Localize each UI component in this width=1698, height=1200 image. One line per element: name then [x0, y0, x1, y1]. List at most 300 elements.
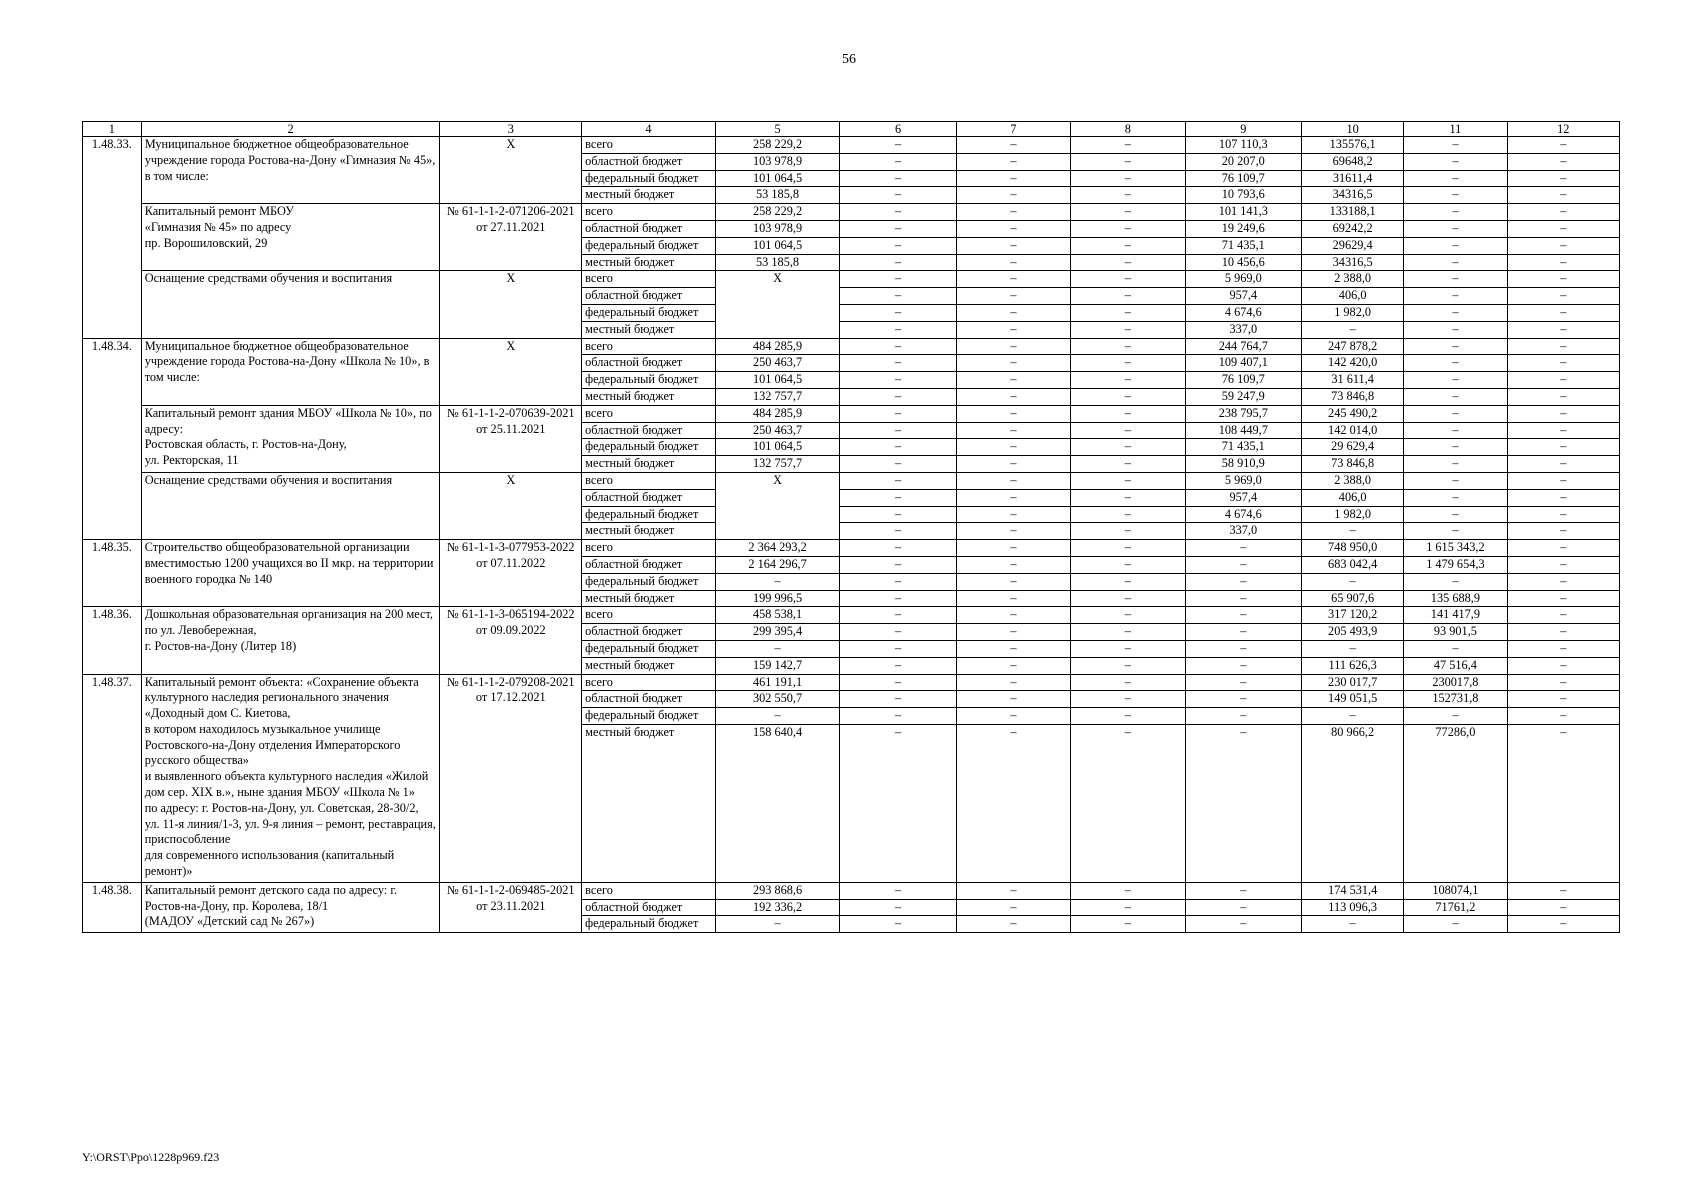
cell-col9: 337,0	[1185, 321, 1301, 338]
cell-col7: –	[956, 556, 1070, 573]
cell-col5: 2 364 293,2	[715, 540, 840, 557]
cell-col12: –	[1507, 590, 1619, 607]
funding-source: федеральный бюджет	[582, 506, 716, 523]
cell-col11: –	[1404, 422, 1507, 439]
cell-col10: 113 096,3	[1302, 899, 1404, 916]
cell-col6: –	[840, 724, 956, 882]
funding-source: всего	[582, 204, 716, 221]
funding-source: федеральный бюджет	[582, 708, 716, 725]
cell-col12: –	[1507, 338, 1619, 355]
table-row	[83, 540, 1620, 557]
cell-col7: –	[956, 708, 1070, 725]
column-header-9: 9	[1185, 122, 1301, 137]
column-header-10: 10	[1302, 122, 1404, 137]
cell-col10: 205 493,9	[1302, 624, 1404, 641]
cell-col5: 461 191,1	[715, 674, 840, 691]
cell-col6: –	[840, 137, 956, 154]
cell-col12: –	[1507, 607, 1619, 624]
funding-source: областной бюджет	[582, 153, 716, 170]
cell-col8: –	[1071, 220, 1185, 237]
cell-col9: 59 247,9	[1185, 388, 1301, 405]
cell-col10: –	[1302, 708, 1404, 725]
cell-col12: –	[1507, 540, 1619, 557]
cell-col7: –	[956, 691, 1070, 708]
cell-col5: 101 064,5	[715, 372, 840, 389]
cell-col7: –	[956, 422, 1070, 439]
funding-source: всего	[582, 607, 716, 624]
funding-source: федеральный бюджет	[582, 916, 716, 933]
cell-col12: –	[1507, 624, 1619, 641]
table-row	[83, 882, 1620, 899]
cell-col12: –	[1507, 405, 1619, 422]
item-code: 1.48.37.	[83, 674, 142, 882]
cell-col7: –	[956, 321, 1070, 338]
cell-col9: –	[1185, 590, 1301, 607]
cell-col6: –	[840, 489, 956, 506]
cell-col6: –	[840, 170, 956, 187]
cell-col12: –	[1507, 422, 1619, 439]
item-code: 1.48.35.	[83, 540, 142, 607]
cell-col6: –	[840, 254, 956, 271]
cell-col8: –	[1071, 254, 1185, 271]
cell-col5: 293 868,6	[715, 882, 840, 899]
cell-col8: –	[1071, 691, 1185, 708]
cell-col7: –	[956, 456, 1070, 473]
cell-col10: 748 950,0	[1302, 540, 1404, 557]
cell-col12: –	[1507, 573, 1619, 590]
cell-col12: –	[1507, 489, 1619, 506]
cell-col6: –	[840, 916, 956, 933]
cell-col12: –	[1507, 321, 1619, 338]
cell-col7: –	[956, 657, 1070, 674]
cell-col9: –	[1185, 674, 1301, 691]
cell-col7: –	[956, 472, 1070, 489]
cell-col10: 2 388,0	[1302, 472, 1404, 489]
header-row	[83, 122, 1620, 137]
cell-col9: –	[1185, 607, 1301, 624]
cell-col11: –	[1404, 170, 1507, 187]
cell-col11: 71761,2	[1404, 899, 1507, 916]
cell-col8: –	[1071, 489, 1185, 506]
item-name: Капитальный ремонт здания МБОУ «Школа № 10», по адресу: Ростовская область, г. Ростов-на-Дону, ул. Ректорская, 11	[141, 405, 440, 472]
cell-col9: 4 674,6	[1185, 506, 1301, 523]
cell-col6: –	[840, 237, 956, 254]
cell-col6: –	[840, 657, 956, 674]
cell-col12: –	[1507, 372, 1619, 389]
funding-source: местный бюджет	[582, 657, 716, 674]
funding-source: областной бюджет	[582, 691, 716, 708]
cell-col10: 142 420,0	[1302, 355, 1404, 372]
cell-col5: 103 978,9	[715, 153, 840, 170]
cell-col8: –	[1071, 187, 1185, 204]
item-name: Оснащение средствами обучения и воспитания	[141, 271, 440, 338]
cell-col6: –	[840, 472, 956, 489]
cell-col8: –	[1071, 624, 1185, 641]
cell-col10: 406,0	[1302, 489, 1404, 506]
cell-col8: –	[1071, 708, 1185, 725]
cell-col10: 2 388,0	[1302, 271, 1404, 288]
cell-col10: 65 907,6	[1302, 590, 1404, 607]
cell-col10: 133188,1	[1302, 204, 1404, 221]
funding-source: всего	[582, 338, 716, 355]
cell-col8: –	[1071, 724, 1185, 882]
funding-source: федеральный бюджет	[582, 237, 716, 254]
cell-col9: 19 249,6	[1185, 220, 1301, 237]
cell-col5: 132 757,7	[715, 388, 840, 405]
permit-document: № 61-1-1-3-065194-2022 от 09.09.2022	[440, 607, 582, 674]
column-header-7: 7	[956, 122, 1070, 137]
cell-col6: –	[840, 439, 956, 456]
cell-col7: –	[956, 506, 1070, 523]
cell-col8: –	[1071, 674, 1185, 691]
cell-col9: 337,0	[1185, 523, 1301, 540]
cell-col8: –	[1071, 573, 1185, 590]
cell-col5: 53 185,8	[715, 254, 840, 271]
cell-col10: –	[1302, 523, 1404, 540]
table-row	[83, 271, 1620, 288]
cell-col7: –	[956, 640, 1070, 657]
cell-col9: 244 764,7	[1185, 338, 1301, 355]
cell-col9: 71 435,1	[1185, 439, 1301, 456]
column-header-8: 8	[1071, 122, 1185, 137]
cell-col9: 5 969,0	[1185, 472, 1301, 489]
cell-col8: –	[1071, 304, 1185, 321]
funding-source: всего	[582, 882, 716, 899]
cell-col7: –	[956, 288, 1070, 305]
cell-col7: –	[956, 170, 1070, 187]
cell-col7: –	[956, 590, 1070, 607]
cell-col6: –	[840, 153, 956, 170]
cell-col10: 149 051,5	[1302, 691, 1404, 708]
funding-source: федеральный бюджет	[582, 372, 716, 389]
cell-col10: 73 846,8	[1302, 456, 1404, 473]
cell-col8: –	[1071, 506, 1185, 523]
cell-col7: –	[956, 388, 1070, 405]
cell-col7: –	[956, 355, 1070, 372]
cell-col11: –	[1404, 137, 1507, 154]
cell-col6: –	[840, 607, 956, 624]
cell-col10: 34316,5	[1302, 187, 1404, 204]
cell-col11: –	[1404, 372, 1507, 389]
cell-col8: –	[1071, 607, 1185, 624]
cell-col12: –	[1507, 640, 1619, 657]
cell-col11: –	[1404, 338, 1507, 355]
permit-document: № 61-1-1-2-079208-2021 от 17.12.2021	[440, 674, 582, 882]
cell-col6: –	[840, 405, 956, 422]
cell-col7: –	[956, 674, 1070, 691]
table-row	[83, 137, 1620, 154]
cell-col8: –	[1071, 657, 1185, 674]
cell-col12: –	[1507, 556, 1619, 573]
cell-col5: 258 229,2	[715, 137, 840, 154]
cell-col12: –	[1507, 657, 1619, 674]
funding-source: местный бюджет	[582, 590, 716, 607]
cell-col5: 159 142,7	[715, 657, 840, 674]
cell-col5: 103 978,9	[715, 220, 840, 237]
permit-document: X	[440, 271, 582, 338]
cell-col6: –	[840, 220, 956, 237]
cell-col11: –	[1404, 456, 1507, 473]
cell-col9: –	[1185, 724, 1301, 882]
file-path-footer: Y:\ORST\Ppo\1228p969.f23	[82, 1150, 220, 1164]
cell-col12: –	[1507, 691, 1619, 708]
cell-col8: –	[1071, 556, 1185, 573]
cell-col10: 247 878,2	[1302, 338, 1404, 355]
cell-col10: 31611,4	[1302, 170, 1404, 187]
cell-col11: –	[1404, 708, 1507, 725]
cell-col5: 101 064,5	[715, 439, 840, 456]
cell-col6: –	[840, 674, 956, 691]
table-row	[83, 607, 1620, 624]
item-name: Оснащение средствами обучения и воспитания	[141, 472, 440, 539]
cell-col9: –	[1185, 573, 1301, 590]
item-code: 1.48.34.	[83, 338, 142, 540]
cell-col10: 29629,4	[1302, 237, 1404, 254]
funding-source: областной бюджет	[582, 899, 716, 916]
cell-col11: –	[1404, 304, 1507, 321]
cell-col11: –	[1404, 506, 1507, 523]
cell-col12: –	[1507, 439, 1619, 456]
cell-col11: 1 479 654,3	[1404, 556, 1507, 573]
cell-col11: –	[1404, 153, 1507, 170]
funding-source: местный бюджет	[582, 388, 716, 405]
cell-col6: –	[840, 624, 956, 641]
cell-col12: –	[1507, 899, 1619, 916]
cell-col5: 101 064,5	[715, 170, 840, 187]
funding-source: всего	[582, 137, 716, 154]
funding-source: всего	[582, 674, 716, 691]
cell-col7: –	[956, 137, 1070, 154]
cell-col7: –	[956, 916, 1070, 933]
cell-col8: –	[1071, 153, 1185, 170]
item-name: Капитальный ремонт детского сада по адресу: г. Ростов-на-Дону, пр. Королева, 18/1 (МАДОУ «Детский сад № 267»)	[141, 882, 440, 932]
cell-col9: –	[1185, 708, 1301, 725]
cell-col5: 250 463,7	[715, 355, 840, 372]
cell-col11: 141 417,9	[1404, 607, 1507, 624]
funding-source: федеральный бюджет	[582, 170, 716, 187]
cell-col12: –	[1507, 153, 1619, 170]
cell-col11: –	[1404, 220, 1507, 237]
cell-col8: –	[1071, 590, 1185, 607]
cell-col12: –	[1507, 170, 1619, 187]
cell-col11: –	[1404, 640, 1507, 657]
cell-col5: 250 463,7	[715, 422, 840, 439]
cell-col7: –	[956, 439, 1070, 456]
cell-col6: –	[840, 899, 956, 916]
column-header-12: 12	[1507, 122, 1619, 137]
cell-col12: –	[1507, 708, 1619, 725]
funding-source: федеральный бюджет	[582, 439, 716, 456]
cell-col9: 10 456,6	[1185, 254, 1301, 271]
cell-col6: –	[840, 321, 956, 338]
cell-col11: –	[1404, 204, 1507, 221]
cell-col10: 683 042,4	[1302, 556, 1404, 573]
cell-col10: –	[1302, 640, 1404, 657]
permit-document: X	[440, 137, 582, 204]
cell-col5: –	[715, 916, 840, 933]
column-header-1: 1	[83, 122, 142, 137]
cell-col8: –	[1071, 237, 1185, 254]
cell-col7: –	[956, 523, 1070, 540]
cell-col9: –	[1185, 640, 1301, 657]
cell-col12: –	[1507, 674, 1619, 691]
cell-col5: –	[715, 708, 840, 725]
cell-col9: –	[1185, 882, 1301, 899]
permit-document: X	[440, 338, 582, 405]
cell-col5: 484 285,9	[715, 405, 840, 422]
cell-col10: 34316,5	[1302, 254, 1404, 271]
permit-document: № 61-1-1-3-077953-2022 от 07.11.2022	[440, 540, 582, 607]
cell-col11: –	[1404, 439, 1507, 456]
cell-col8: –	[1071, 422, 1185, 439]
cell-col7: –	[956, 573, 1070, 590]
table-row	[83, 204, 1620, 221]
cell-col8: –	[1071, 916, 1185, 933]
cell-col9: –	[1185, 556, 1301, 573]
cell-col10: 111 626,3	[1302, 657, 1404, 674]
cell-col5: 299 395,4	[715, 624, 840, 641]
cell-col6: –	[840, 882, 956, 899]
cell-col5: 192 336,2	[715, 899, 840, 916]
cell-col11: –	[1404, 187, 1507, 204]
permit-document: № 61-1-1-2-069485-2021 от 23.11.2021	[440, 882, 582, 932]
cell-col7: –	[956, 899, 1070, 916]
cell-col6: –	[840, 355, 956, 372]
cell-col8: –	[1071, 321, 1185, 338]
cell-col9: –	[1185, 899, 1301, 916]
cell-col12: –	[1507, 882, 1619, 899]
cell-col11: –	[1404, 916, 1507, 933]
cell-col9: –	[1185, 691, 1301, 708]
cell-col9: –	[1185, 540, 1301, 557]
cell-col7: –	[956, 220, 1070, 237]
cell-col8: –	[1071, 899, 1185, 916]
cell-col10: 69648,2	[1302, 153, 1404, 170]
cell-col7: –	[956, 882, 1070, 899]
cell-col12: –	[1507, 388, 1619, 405]
column-header-3: 3	[440, 122, 582, 137]
cell-col6: –	[840, 422, 956, 439]
funding-source: федеральный бюджет	[582, 640, 716, 657]
cell-col6: –	[840, 271, 956, 288]
cell-col8: –	[1071, 204, 1185, 221]
cell-col8: –	[1071, 439, 1185, 456]
cell-col10: 1 982,0	[1302, 506, 1404, 523]
cell-col11: –	[1404, 288, 1507, 305]
cell-col10: 317 120,2	[1302, 607, 1404, 624]
funding-source: местный бюджет	[582, 456, 716, 473]
cell-col10: 406,0	[1302, 288, 1404, 305]
cell-col11: 135 688,9	[1404, 590, 1507, 607]
permit-document: № 61-1-1-2-070639-2021 от 25.11.2021	[440, 405, 582, 472]
item-name: Муниципальное бюджетное общеобразовательное учреждение города Ростова-на-Дону «Школа № 10», в том числе:	[141, 338, 440, 405]
cell-col6: –	[840, 640, 956, 657]
cell-col12: –	[1507, 916, 1619, 933]
cell-col10: 135576,1	[1302, 137, 1404, 154]
cell-col9: 4 674,6	[1185, 304, 1301, 321]
cell-col6: –	[840, 372, 956, 389]
cell-col7: –	[956, 540, 1070, 557]
cell-col8: –	[1071, 456, 1185, 473]
permit-document: X	[440, 472, 582, 539]
cell-col12: –	[1507, 204, 1619, 221]
page-number: 56	[842, 52, 856, 67]
cell-col8: –	[1071, 882, 1185, 899]
cell-col12: –	[1507, 288, 1619, 305]
cell-col11: 230017,8	[1404, 674, 1507, 691]
funding-source: всего	[582, 472, 716, 489]
cell-col12: –	[1507, 237, 1619, 254]
cell-col8: –	[1071, 338, 1185, 355]
funding-source: всего	[582, 540, 716, 557]
cell-col6: –	[840, 540, 956, 557]
column-header-2: 2	[141, 122, 440, 137]
funding-source: областной бюджет	[582, 489, 716, 506]
item-name: Капитальный ремонт МБОУ «Гимназия № 45» по адресу пр. Ворошиловский, 29	[141, 204, 440, 271]
cell-col9: 76 109,7	[1185, 372, 1301, 389]
cell-col7: –	[956, 624, 1070, 641]
cell-col6: –	[840, 556, 956, 573]
cell-col11: 47 516,4	[1404, 657, 1507, 674]
cell-col12: –	[1507, 271, 1619, 288]
cell-col12: –	[1507, 187, 1619, 204]
cell-col9: 238 795,7	[1185, 405, 1301, 422]
item-name: Дошкольная образовательная организация на 200 мест, по ул. Левобережная, г. Ростов-на-Дону (Литер 18)	[141, 607, 440, 674]
cell-col10: 73 846,8	[1302, 388, 1404, 405]
funding-source: федеральный бюджет	[582, 573, 716, 590]
cell-col12: –	[1507, 254, 1619, 271]
cell-col9: 10 793,6	[1185, 187, 1301, 204]
cell-col11: 93 901,5	[1404, 624, 1507, 641]
cell-col5: 458 538,1	[715, 607, 840, 624]
funding-source: местный бюджет	[582, 321, 716, 338]
cell-col6: –	[840, 388, 956, 405]
cell-col8: –	[1071, 271, 1185, 288]
cell-col6: –	[840, 304, 956, 321]
cell-col12: –	[1507, 724, 1619, 882]
cell-col7: –	[956, 489, 1070, 506]
cell-col5: 302 550,7	[715, 691, 840, 708]
cell-col6: –	[840, 187, 956, 204]
cell-col8: –	[1071, 523, 1185, 540]
cell-col6: –	[840, 523, 956, 540]
cell-col7: –	[956, 607, 1070, 624]
cell-col6: –	[840, 573, 956, 590]
cell-col9: 109 407,1	[1185, 355, 1301, 372]
cell-col9: 107 110,3	[1185, 137, 1301, 154]
funding-source: местный бюджет	[582, 724, 716, 882]
cell-col6: –	[840, 288, 956, 305]
item-name: Строительство общеобразовательной организации вместимостью 1200 учащихся во II мкр. на территории военного городка № 140	[141, 540, 440, 607]
cell-col8: –	[1071, 288, 1185, 305]
cell-col5-merged: X	[715, 472, 840, 539]
cell-col8: –	[1071, 388, 1185, 405]
item-code: 1.48.36.	[83, 607, 142, 674]
funding-source: областной бюджет	[582, 624, 716, 641]
cell-col5-merged: X	[715, 271, 840, 338]
cell-col9: 20 207,0	[1185, 153, 1301, 170]
cell-col10: 142 014,0	[1302, 422, 1404, 439]
cell-col8: –	[1071, 355, 1185, 372]
cell-col9: 957,4	[1185, 288, 1301, 305]
cell-col10: 174 531,4	[1302, 882, 1404, 899]
cell-col7: –	[956, 304, 1070, 321]
cell-col5: 132 757,7	[715, 456, 840, 473]
cell-col6: –	[840, 506, 956, 523]
cell-col11: –	[1404, 523, 1507, 540]
cell-col5: 258 229,2	[715, 204, 840, 221]
cell-col11: –	[1404, 405, 1507, 422]
